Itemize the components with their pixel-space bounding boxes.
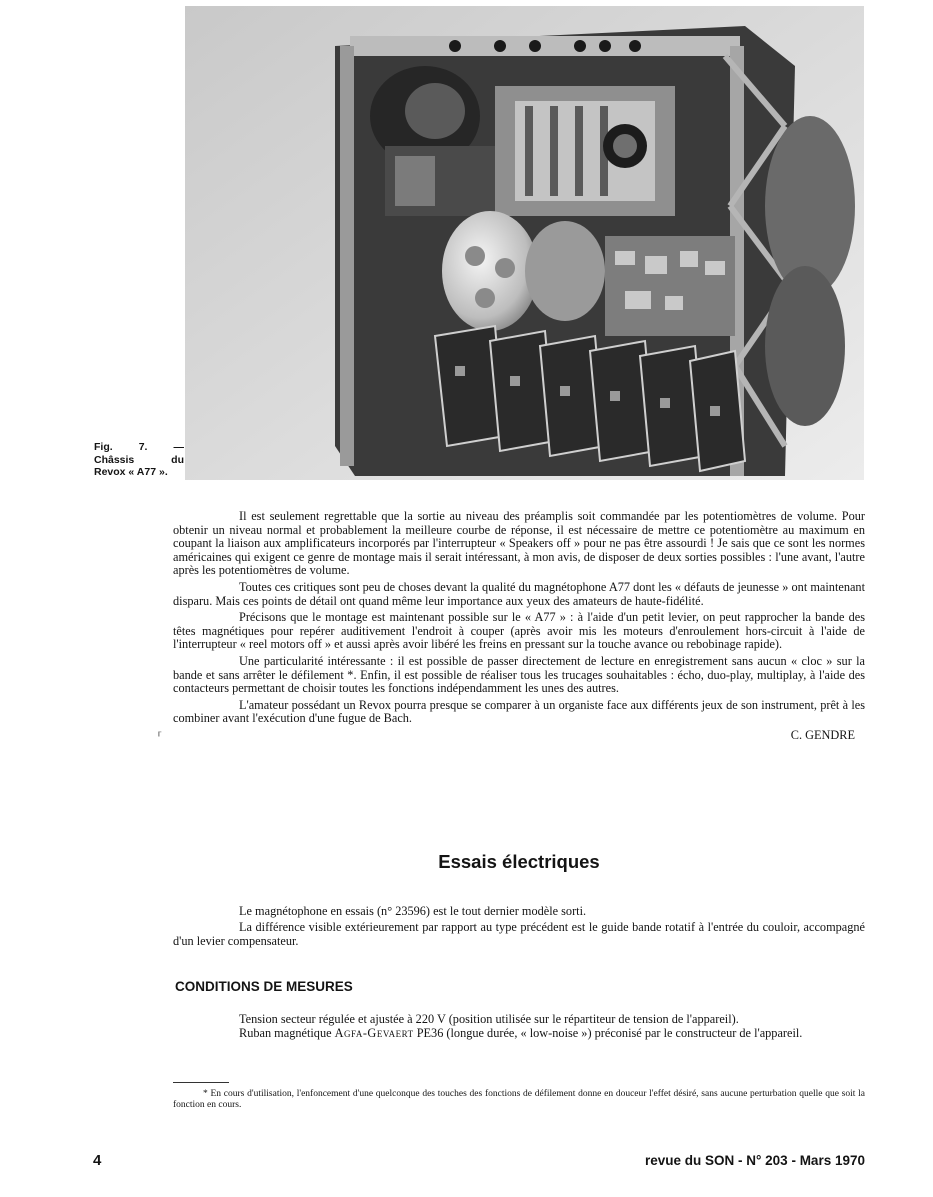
caption-line: Fig. 7. — [94,441,184,453]
chassis-photo [185,6,864,480]
page-number: 4 [93,1152,102,1169]
article-body [173,510,865,746]
article-paragraph: Précisons que le montage est maintenant possible sur le « A77 » : à l'aide d'un petit levier, on peut rapprocher la bande des têtes magnétiques pour repérer auditivement l'endroit à couper (après avoir mis les moteurs d'enroulement hors-circuit à l'aide de l'interrupteur « reel motors off » et aussi après avoir libéré les freins en pressant sur la touche avance ou rebobinage rapide). [173,610,865,652]
footnote-divider [173,1082,229,1083]
article-paragraph: Il est seulement regrettable que la sortie au niveau des préamplis soit commandée par les potentiomètres de volume. Pour obtenir un niveau normal et probablement la meilleure courbe de réponse, il est nécessaire de mettre ce potentiomètre au maximum en coupant la liaison aux amplificateurs incorporés par l'interrupteur « Speakers off » pour ne pas être assourdi ! Je sais que ce sont les normes américaines qui exigent ce genre de montage mais il serait intéressant, à mon avis, de disposer de deux sorties possibles : l'une avant, l'autre après les potentiomètres de volume. [173,509,865,578]
article-paragraph: Une particularité intéressante : il est possible de passer directement de lecture en enregistrement sans aucun « cloc » sur la bande et sans arrêter le défilement *. Enfin, il est possible de réaliser tous les trucages souhaitables : écho, duo-play, multiplay, à l'aide des contacteurs permettant de choisir toutes les fonctions indépendamment les unes des autres. [173,653,865,696]
conditions-paragraph [173,1026,865,1040]
caption-line: Châssis du [94,453,184,466]
conditions-heading: CONDITIONS DE MESURES [175,979,353,994]
intro-paragraph: La différence visible extérieurement par rapport au type précédent est le guide bande rotatif à l'entrée du couloir, accompagné d'un levier compensateur. [173,920,865,948]
article-paragraph: L'amateur possédant un Revox pourra presque se comparer à un organiste face aux différents jeux de son instrument, prêt à les combiner avant l'exécution d'une fugue de Bach. [173,697,865,726]
intro-paragraph: Le magnétophone en essais (n° 23596) est le tout dernier modèle sorti. [239,904,587,918]
figure-caption [94,441,184,479]
footnote [173,1089,865,1111]
running-footer: revue du SON - N° 203 - Mars 1970 [645,1153,865,1168]
conditions-text: Ruban magnétique [239,1026,335,1040]
conditions-paragraph: Tension secteur régulée et ajustée à 220 V (position utilisée sur le répartiteur de tension de l'appareil). [239,1012,739,1026]
section-title: Essais électriques [438,851,600,872]
section-intro [173,904,865,950]
tape-brand: Agfa-Gevaert [334,1026,414,1040]
margin-mark: ⸢ [157,731,163,746]
conditions-text: PE36 (longue durée, « low-noise ») préconisé par le constructeur de l'appareil. [413,1026,803,1040]
footnote-text: * En cours d'utilisation, l'enfoncement d'une quelconque des touches des fonctions de défilement donne en douceur l'effet désiré, sans aucune perturbation quelle que soit la fonction en cours. [173,1089,865,1110]
conditions-body [173,1012,865,1040]
author-signature: C. GENDRE [790,727,855,742]
caption-line: Revox « A77 ». [94,466,168,478]
article-paragraph: Toutes ces critiques sont peu de choses devant la qualité du magnétophone A77 dont les « défauts de jeunesse » ont maintenant disparu. Mais ces points de détail ont quand même leur importance aux yeux des amateurs de haute-fidélité. [173,579,865,608]
